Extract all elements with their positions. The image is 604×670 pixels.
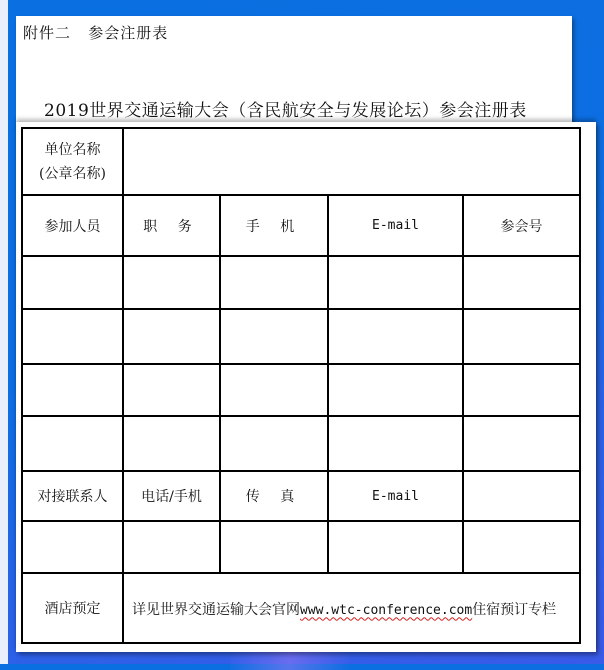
header-contact-blank [463,471,580,521]
participant-name-cell[interactable] [22,309,123,364]
participant-row [22,364,580,416]
header-fax: 传 真 [220,471,328,521]
header-contact-person: 对接联系人 [22,471,123,521]
hotel-row [22,573,580,643]
header-email: E-mail [328,195,463,256]
unit-name-label-line1: 单位名称 [44,141,101,158]
participant-number-cell[interactable] [463,416,580,471]
participant-number-cell[interactable] [463,364,580,416]
participant-position-cell[interactable] [123,256,220,309]
header-position: 职 务 [123,195,220,256]
contact-extra-cell[interactable] [463,521,580,573]
participant-email-cell[interactable] [328,256,463,309]
document-header-card [16,16,572,126]
hotel-url-link[interactable]: www.wtc-conference.com [300,602,473,618]
unit-name-row [22,128,580,195]
unit-name-field[interactable] [123,128,580,195]
contact-phone-cell[interactable] [123,521,220,573]
hotel-text-after: 住宿预订专栏 [472,601,557,618]
participant-name-cell[interactable] [22,364,123,416]
hotel-text-before: 详见世界交通运输大会官网 [132,601,300,618]
registration-form-card [16,122,596,652]
header-mobile: 手 机 [220,195,328,256]
participant-row [22,309,580,364]
participant-header-row [22,195,580,256]
header-contact-email: E-mail [328,471,463,521]
participant-row [22,416,580,471]
left-edge-strip [0,0,8,664]
contact-header-row [22,471,580,521]
contact-row [22,521,580,573]
participant-position-cell[interactable] [123,364,220,416]
participant-position-cell[interactable] [123,416,220,471]
contact-fax-cell[interactable] [220,521,328,573]
participant-number-cell[interactable] [463,256,580,309]
participant-mobile-cell[interactable] [220,364,328,416]
participant-number-cell[interactable] [463,309,580,364]
header-participant: 参加人员 [22,195,123,256]
page-title: 2019世界交通运输大会（含民航安全与发展论坛）参会注册表 [44,101,527,121]
participant-email-cell[interactable] [328,416,463,471]
contact-email-cell[interactable] [328,521,463,573]
participant-name-cell[interactable] [22,416,123,471]
hotel-info [123,573,580,643]
participant-position-cell[interactable] [123,309,220,364]
unit-name-label [22,128,123,195]
participant-mobile-cell[interactable] [220,256,328,309]
header-phone: 电话/手机 [123,471,220,521]
header-registration-number: 参会号 [463,195,580,256]
registration-table [21,127,581,644]
participant-mobile-cell[interactable] [220,416,328,471]
participant-email-cell[interactable] [328,309,463,364]
hotel-label: 酒店预定 [22,573,123,643]
unit-name-label-line2: (公章名称) [39,165,106,182]
participant-mobile-cell[interactable] [220,309,328,364]
participant-name-cell[interactable] [22,256,123,309]
attachment-label: 附件二 参会注册表 [23,24,169,42]
participant-row [22,256,580,309]
participant-email-cell[interactable] [328,364,463,416]
contact-name-cell[interactable] [22,521,123,573]
